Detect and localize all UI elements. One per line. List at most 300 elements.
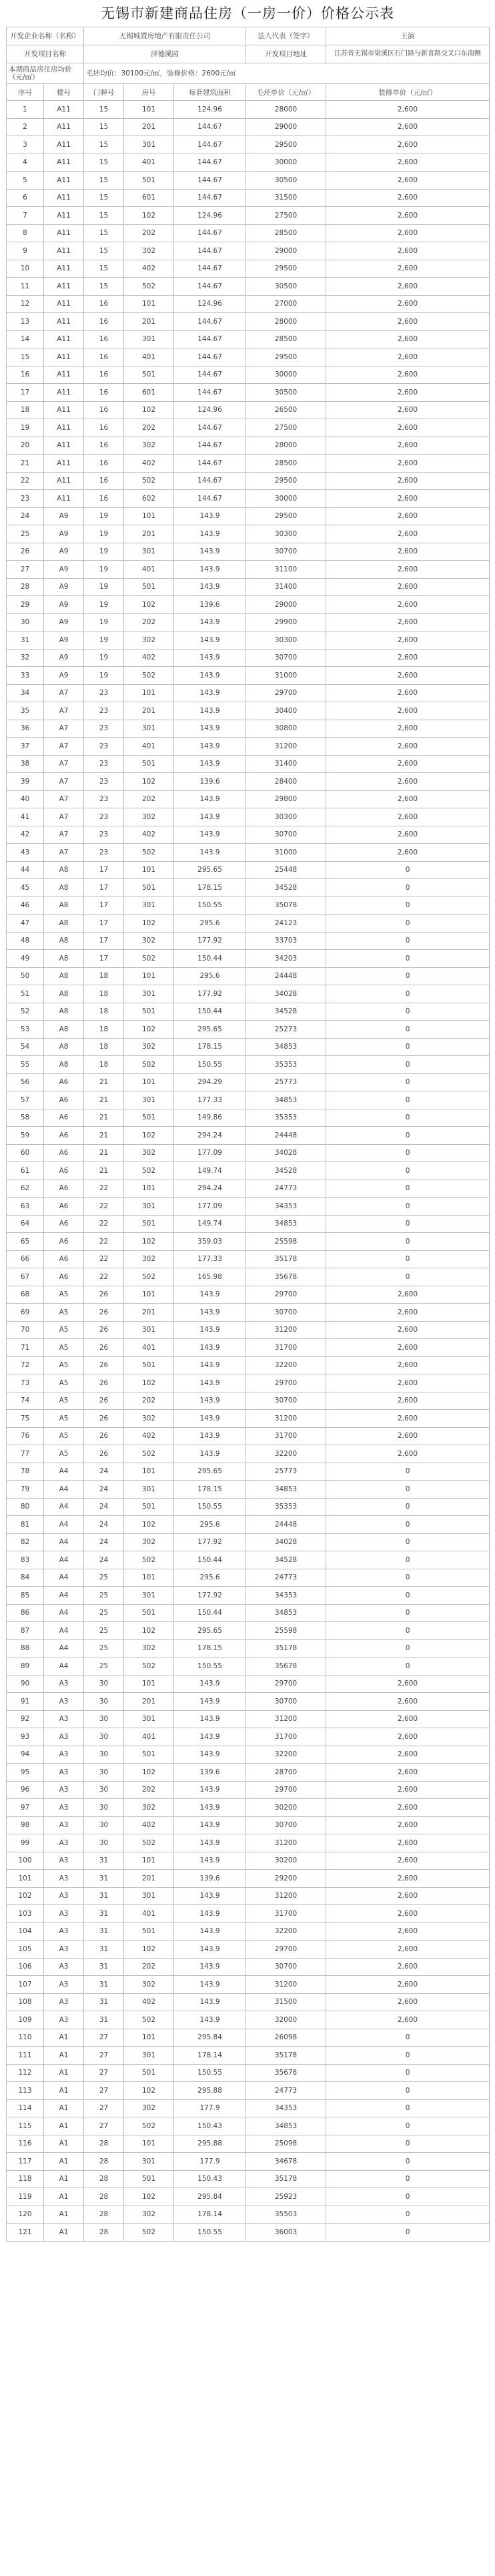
door-number: 25 (84, 1569, 124, 1587)
building-number: A3 (44, 1675, 84, 1693)
row-index: 35 (7, 702, 44, 720)
building-number: A11 (44, 118, 84, 136)
rough-unit-price: 35353 (246, 1109, 326, 1127)
unit-area: 143.9 (174, 1993, 246, 2011)
room-number: 101 (124, 684, 174, 702)
decoration-unit-price: 2,600 (326, 1976, 490, 1994)
building-number: A4 (44, 1587, 84, 1605)
door-number: 28 (84, 2153, 124, 2171)
door-number: 23 (84, 684, 124, 702)
decoration-unit-price: 2,600 (326, 525, 490, 543)
room-number: 102 (124, 2188, 174, 2206)
unit-area: 144.67 (174, 348, 246, 366)
table-row (7, 915, 490, 933)
door-number: 28 (84, 2188, 124, 2206)
unit-area: 143.9 (174, 667, 246, 685)
rough-unit-price: 34353 (246, 1587, 326, 1605)
rough-unit-price: 32200 (246, 1445, 326, 1463)
table-row (7, 101, 490, 119)
room-number: 101 (124, 967, 174, 985)
building-number: A11 (44, 295, 84, 313)
row-index: 94 (7, 1746, 44, 1764)
rough-unit-price: 31000 (246, 844, 326, 862)
building-number: A3 (44, 1887, 84, 1905)
table-row (7, 401, 490, 419)
unit-area: 124.96 (174, 295, 246, 313)
building-number: A5 (44, 1321, 84, 1339)
unit-area: 178.15 (174, 1038, 246, 1056)
building-number: A6 (44, 1233, 84, 1251)
building-number: A7 (44, 755, 84, 773)
unit-area: 143.9 (174, 1445, 246, 1463)
table-row (7, 172, 490, 190)
row-index: 60 (7, 1144, 44, 1162)
rough-unit-price: 27000 (246, 295, 326, 313)
door-number: 27 (84, 2082, 124, 2100)
building-number: A7 (44, 702, 84, 720)
row-index: 24 (7, 507, 44, 525)
room-number: 102 (124, 1622, 174, 1640)
room-number: 501 (124, 172, 174, 190)
table-row (7, 1056, 490, 1074)
room-number: 501 (124, 1215, 174, 1233)
door-number: 26 (84, 1321, 124, 1339)
building-number: A6 (44, 1127, 84, 1145)
room-number: 102 (124, 596, 174, 614)
door-number: 16 (84, 455, 124, 473)
building-number: A11 (44, 278, 84, 296)
row-index: 77 (7, 1445, 44, 1463)
row-index: 96 (7, 1781, 44, 1799)
unit-area: 144.67 (174, 118, 246, 136)
unit-area: 143.9 (174, 1321, 246, 1339)
decoration-unit-price: 2,600 (326, 1286, 490, 1304)
table-row (7, 295, 490, 313)
row-index: 102 (7, 1887, 44, 1905)
door-number: 19 (84, 543, 124, 561)
room-number: 302 (124, 437, 174, 455)
rough-unit-price: 34028 (246, 1533, 326, 1551)
table-row (7, 1958, 490, 1976)
door-number: 26 (84, 1356, 124, 1374)
table-row (7, 1710, 490, 1728)
decoration-unit-price: 2,600 (326, 172, 490, 190)
door-number: 30 (84, 1764, 124, 1782)
decoration-unit-price: 2,600 (326, 189, 490, 207)
door-number: 28 (84, 2224, 124, 2242)
row-index: 90 (7, 1675, 44, 1693)
door-number: 22 (84, 1250, 124, 1268)
decoration-unit-price: 2,600 (326, 384, 490, 402)
rough-unit-price: 25773 (246, 1463, 326, 1481)
table-row (7, 1498, 490, 1516)
building-number: A7 (44, 844, 84, 862)
rough-unit-price: 27500 (246, 419, 326, 437)
decoration-unit-price: 2,600 (326, 1392, 490, 1410)
table-row (7, 1481, 490, 1499)
table-row (7, 1852, 490, 1870)
table-row (7, 596, 490, 614)
row-index: 105 (7, 1941, 44, 1959)
table-row (7, 2082, 490, 2100)
rough-unit-price: 25598 (246, 1622, 326, 1640)
door-number: 24 (84, 1481, 124, 1499)
room-number: 401 (124, 738, 174, 756)
rough-unit-price: 35178 (246, 2170, 326, 2188)
row-index: 31 (7, 631, 44, 650)
building-number: A6 (44, 1215, 84, 1233)
column-header-row (7, 84, 490, 101)
row-index: 65 (7, 1233, 44, 1251)
rough-unit-price: 29900 (246, 613, 326, 631)
table-row (7, 384, 490, 402)
rough-unit-price: 30700 (246, 826, 326, 844)
door-number: 31 (84, 1958, 124, 1976)
room-number: 502 (124, 1657, 174, 1676)
door-number: 17 (84, 861, 124, 879)
table-row (7, 278, 490, 296)
unit-area: 295.65 (174, 1622, 246, 1640)
table-row (7, 1781, 490, 1799)
unit-area: 144.67 (174, 472, 246, 490)
building-number: A4 (44, 1533, 84, 1551)
average-price-summary: 毛坯均价：30100元/㎡，装修价格：2600元/㎡ (84, 63, 490, 84)
decoration-unit-price: 2,600 (326, 844, 490, 862)
table-row (7, 773, 490, 791)
unit-area: 143.9 (174, 1339, 246, 1357)
room-number: 101 (124, 1286, 174, 1304)
building-number: A3 (44, 1728, 84, 1746)
building-number: A6 (44, 1268, 84, 1286)
unit-area: 149.86 (174, 1109, 246, 1127)
row-index: 49 (7, 950, 44, 968)
table-row (7, 932, 490, 950)
door-number: 16 (84, 330, 124, 348)
rough-unit-price: 31100 (246, 561, 326, 579)
decoration-unit-price: 0 (326, 1021, 490, 1039)
legal-label: 法人代表（签字） (246, 27, 326, 45)
unit-area: 144.67 (174, 437, 246, 455)
row-index: 83 (7, 1551, 44, 1569)
row-index: 18 (7, 401, 44, 419)
unit-area: 139.6 (174, 1870, 246, 1888)
rough-unit-price: 29500 (246, 472, 326, 490)
table-row (7, 1922, 490, 1941)
table-row (7, 1463, 490, 1481)
decoration-unit-price: 0 (326, 1233, 490, 1251)
building-number: A8 (44, 915, 84, 933)
table-row (7, 525, 490, 543)
door-number: 24 (84, 1533, 124, 1551)
developer-label: 开发企业名称（名称） (7, 27, 84, 45)
rough-unit-price: 26098 (246, 2029, 326, 2047)
building-number: A1 (44, 2047, 84, 2065)
building-number: A5 (44, 1445, 84, 1463)
row-index: 45 (7, 879, 44, 897)
rough-unit-price: 24448 (246, 1127, 326, 1145)
door-number: 31 (84, 1922, 124, 1941)
decoration-unit-price: 2,600 (326, 808, 490, 826)
room-number: 301 (124, 330, 174, 348)
unit-area: 178.15 (174, 1639, 246, 1657)
door-number: 23 (84, 755, 124, 773)
door-number: 15 (84, 101, 124, 119)
door-number: 15 (84, 154, 124, 172)
address-label: 开发项目地址 (246, 45, 326, 63)
table-row (7, 1215, 490, 1233)
rough-unit-price: 31500 (246, 1993, 326, 2011)
row-index: 92 (7, 1710, 44, 1728)
room-number: 302 (124, 1250, 174, 1268)
rough-unit-price: 30700 (246, 543, 326, 561)
unit-area: 178.14 (174, 2047, 246, 2065)
door-number: 16 (84, 384, 124, 402)
decoration-unit-price: 2,600 (326, 578, 490, 596)
building-number: A11 (44, 224, 84, 242)
row-index: 50 (7, 967, 44, 985)
rough-unit-price: 34853 (246, 1091, 326, 1109)
door-number: 19 (84, 507, 124, 525)
row-index: 44 (7, 861, 44, 879)
room-number: 501 (124, 2064, 174, 2082)
rough-unit-price: 24448 (246, 967, 326, 985)
room-number: 202 (124, 224, 174, 242)
table-row (7, 1392, 490, 1410)
unit-area: 143.9 (174, 1905, 246, 1923)
room-number: 502 (124, 667, 174, 685)
rough-unit-price: 32200 (246, 1922, 326, 1941)
table-row (7, 1127, 490, 1145)
room-number: 501 (124, 1604, 174, 1622)
room-number: 102 (124, 1233, 174, 1251)
decoration-unit-price: 0 (326, 2082, 490, 2100)
row-index: 101 (7, 1870, 44, 1888)
room-number: 301 (124, 1587, 174, 1605)
door-number: 30 (84, 1746, 124, 1764)
decoration-unit-price: 0 (326, 1250, 490, 1268)
room-number: 502 (124, 950, 174, 968)
room-number: 402 (124, 455, 174, 473)
unit-area: 144.67 (174, 384, 246, 402)
rough-unit-price: 31200 (246, 1410, 326, 1428)
unit-area: 165.98 (174, 1268, 246, 1286)
address-value: 江苏省无锡市梁溪区石门路与新喜路交叉口东南侧 (326, 45, 490, 63)
building-number: A6 (44, 1091, 84, 1109)
door-number: 16 (84, 419, 124, 437)
building-number: A9 (44, 507, 84, 525)
table-row (7, 2064, 490, 2082)
table-row (7, 1604, 490, 1622)
decoration-unit-price: 0 (326, 1639, 490, 1657)
building-number: A9 (44, 561, 84, 579)
row-index: 75 (7, 1410, 44, 1428)
decoration-unit-price: 0 (326, 2188, 490, 2206)
table-row (7, 330, 490, 348)
room-number: 102 (124, 1516, 174, 1534)
building-number: A11 (44, 154, 84, 172)
door-number: 30 (84, 1693, 124, 1711)
table-row (7, 1941, 490, 1959)
decoration-unit-price: 2,600 (326, 1764, 490, 1782)
decoration-unit-price: 2,600 (326, 649, 490, 667)
decoration-unit-price: 2,600 (326, 437, 490, 455)
rough-unit-price: 35178 (246, 1250, 326, 1268)
row-index: 46 (7, 896, 44, 915)
room-number: 401 (124, 154, 174, 172)
door-number: 25 (84, 1604, 124, 1622)
decoration-unit-price: 0 (326, 1144, 490, 1162)
building-number: A9 (44, 525, 84, 543)
row-index: 76 (7, 1427, 44, 1445)
door-number: 16 (84, 366, 124, 384)
door-number: 23 (84, 720, 124, 738)
unit-area: 150.43 (174, 2170, 246, 2188)
building-number: A8 (44, 1038, 84, 1056)
table-row (7, 437, 490, 455)
unit-area: 150.44 (174, 1604, 246, 1622)
table-row (7, 1533, 490, 1551)
table-row (7, 1445, 490, 1463)
decoration-unit-price: 0 (326, 879, 490, 897)
room-number: 601 (124, 384, 174, 402)
unit-area: 295.84 (174, 2029, 246, 2047)
rough-unit-price: 29700 (246, 684, 326, 702)
decoration-unit-price: 2,600 (326, 1710, 490, 1728)
building-number: A11 (44, 136, 84, 154)
building-number: A11 (44, 419, 84, 437)
rough-unit-price: 30000 (246, 366, 326, 384)
unit-area: 177.09 (174, 1144, 246, 1162)
table-row (7, 844, 490, 862)
room-number: 401 (124, 1728, 174, 1746)
unit-area: 143.9 (174, 1356, 246, 1374)
table-row (7, 2011, 490, 2029)
decoration-unit-price: 2,600 (326, 1887, 490, 1905)
unit-area: 150.44 (174, 1551, 246, 1569)
building-number: A3 (44, 1922, 84, 1941)
decoration-unit-price: 2,600 (326, 136, 490, 154)
building-number: A3 (44, 1870, 84, 1888)
row-index: 20 (7, 437, 44, 455)
building-number: A8 (44, 1056, 84, 1074)
door-number: 21 (84, 1073, 124, 1091)
decoration-unit-price: 0 (326, 861, 490, 879)
rough-unit-price: 25773 (246, 1073, 326, 1091)
row-index: 26 (7, 543, 44, 561)
unit-area: 143.9 (174, 649, 246, 667)
room-number: 502 (124, 472, 174, 490)
building-number: A3 (44, 1710, 84, 1728)
unit-area: 143.9 (174, 1852, 246, 1870)
decoration-unit-price: 2,600 (326, 1410, 490, 1428)
door-number: 17 (84, 896, 124, 915)
building-number: A11 (44, 189, 84, 207)
decoration-unit-price: 0 (326, 1569, 490, 1587)
rough-unit-price: 35503 (246, 2206, 326, 2224)
table-row (7, 1073, 490, 1091)
room-number: 301 (124, 1887, 174, 1905)
header-rough-price: 毛坯单价（元/㎡） (246, 84, 326, 101)
unit-area: 178.15 (174, 879, 246, 897)
rough-unit-price: 33703 (246, 932, 326, 950)
door-number: 19 (84, 631, 124, 650)
header-room-number: 房号 (124, 84, 174, 101)
building-number: A9 (44, 613, 84, 631)
unit-area: 143.9 (174, 543, 246, 561)
table-row (7, 1427, 490, 1445)
unit-area: 144.67 (174, 172, 246, 190)
table-row (7, 561, 490, 579)
building-number: A7 (44, 738, 84, 756)
rough-unit-price: 30700 (246, 1392, 326, 1410)
decoration-unit-price: 2,600 (326, 207, 490, 225)
building-number: A11 (44, 172, 84, 190)
row-index: 3 (7, 136, 44, 154)
room-number: 301 (124, 136, 174, 154)
decoration-unit-price: 2,600 (326, 348, 490, 366)
unit-area: 144.67 (174, 490, 246, 508)
room-number: 602 (124, 490, 174, 508)
decoration-unit-price: 0 (326, 915, 490, 933)
row-index: 81 (7, 1516, 44, 1534)
building-number: A1 (44, 2099, 84, 2117)
room-number: 101 (124, 1463, 174, 1481)
building-number: A7 (44, 826, 84, 844)
building-number: A3 (44, 1976, 84, 1994)
room-number: 202 (124, 419, 174, 437)
row-index: 84 (7, 1569, 44, 1587)
table-row (7, 2029, 490, 2047)
door-number: 19 (84, 596, 124, 614)
room-number: 402 (124, 260, 174, 278)
unit-area: 143.9 (174, 525, 246, 543)
room-number: 501 (124, 1109, 174, 1127)
building-number: A3 (44, 1941, 84, 1959)
room-number: 301 (124, 1710, 174, 1728)
table-row (7, 419, 490, 437)
decoration-unit-price: 0 (326, 1180, 490, 1198)
rough-unit-price: 31700 (246, 1905, 326, 1923)
decoration-unit-price: 2,600 (326, 1427, 490, 1445)
room-number: 202 (124, 790, 174, 808)
row-index: 10 (7, 260, 44, 278)
rough-unit-price: 34853 (246, 1038, 326, 1056)
decoration-unit-price: 2,600 (326, 1958, 490, 1976)
rough-unit-price: 34853 (246, 2117, 326, 2135)
decoration-unit-price: 2,600 (326, 667, 490, 685)
row-index: 48 (7, 932, 44, 950)
door-number: 31 (84, 1870, 124, 1888)
unit-area: 139.6 (174, 1764, 246, 1782)
room-number: 201 (124, 1870, 174, 1888)
decoration-unit-price: 2,600 (326, 1339, 490, 1357)
room-number: 502 (124, 1056, 174, 1074)
unit-area: 143.9 (174, 1427, 246, 1445)
table-row (7, 578, 490, 596)
door-number: 26 (84, 1304, 124, 1322)
room-number: 301 (124, 985, 174, 1003)
row-index: 104 (7, 1922, 44, 1941)
unit-area: 295.6 (174, 915, 246, 933)
door-number: 16 (84, 401, 124, 419)
unit-area: 143.9 (174, 844, 246, 862)
rough-unit-price: 29000 (246, 118, 326, 136)
unit-area: 150.55 (174, 1056, 246, 1074)
unit-area: 143.9 (174, 1976, 246, 1994)
decoration-unit-price: 0 (326, 1162, 490, 1180)
decoration-unit-price: 2,600 (326, 1304, 490, 1322)
rough-unit-price: 30700 (246, 1958, 326, 1976)
